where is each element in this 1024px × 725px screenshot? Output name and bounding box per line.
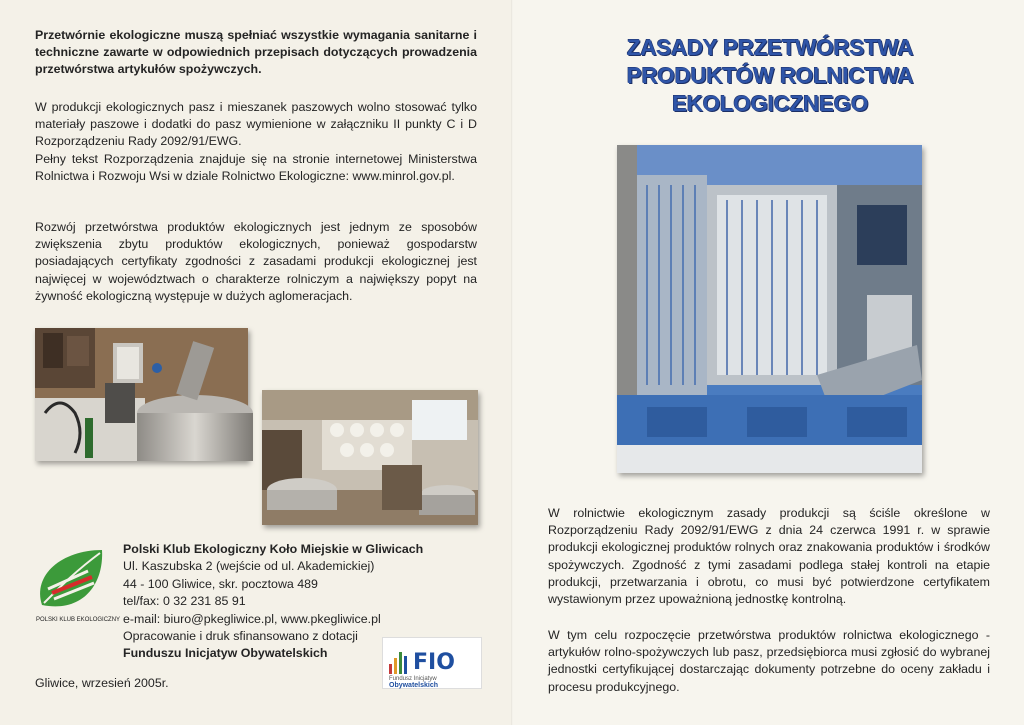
funding-line-1: Opracowanie i druk sfinansowano z dotacji bbox=[123, 629, 358, 644]
feed-paragraph-line-2: Pełny tekst Rozporządzenia znajduje się na stronie internetowej Ministerstwa Rolnictwa i Rozwoju Wsi w dziale Rolnictwo Ekologiczne: www.minrol.gov.pl. bbox=[35, 151, 477, 183]
photo-processing-machine bbox=[617, 145, 922, 473]
date-line: Gliwice, wrzesień 2005r. bbox=[35, 676, 169, 690]
fio-logo-sub-2: Obywatelskich bbox=[389, 682, 439, 689]
org-phone: tel/fax: 0 32 231 85 91 bbox=[123, 594, 246, 609]
fio-logo-text: FIO bbox=[413, 650, 455, 675]
fio-logo-sub-1: Fundusz Inicjatyw bbox=[389, 676, 437, 682]
org-email: e-mail: biuro@pkegliwice.pl, www.pkegliwice.pl bbox=[123, 611, 381, 626]
feed-paragraph-line-1: W produkcji ekologicznych pasz i mieszanek paszowych wolno stosować tylko materiały paszowe i dodatki do pasz wymienione w załączniku II punkty C i D Rozporządzeniu Rady 2092/91/EWG. bbox=[35, 100, 477, 149]
pke-logo bbox=[32, 545, 121, 623]
photo-dairy-room bbox=[262, 390, 478, 525]
purpose-paragraph: W tym celu rozpoczęcie przetwórstwa produktów rolnictwa ekologicznego - artykułów rolno-spożywczych lub pasz, przedsiębiorca musi zgłosić do wybranej jednostki certyfikującej dostarczając dokumenty potrzebne do oceny zakładu i procesu produkcyjnego. bbox=[548, 628, 990, 694]
title-line-2: PRODUKTÓW ROLNICTWA bbox=[626, 63, 914, 88]
feed-paragraph bbox=[35, 99, 477, 185]
pke-logo-text: POLSKI KLUB EKOLOGICZNY bbox=[36, 617, 121, 623]
photo-steel-tank bbox=[35, 328, 248, 461]
org-name: Polski Klub Ekologiczny Koło Miejskie w Gliwicach bbox=[123, 542, 424, 556]
page-fold bbox=[511, 0, 513, 725]
org-street: Ul. Kaszubska 2 (wejście od ul. Akademickiej) bbox=[123, 559, 375, 574]
title-line-1: ZASADY PRZETWÓRSTWA bbox=[626, 35, 914, 60]
intro-paragraph: Przetwórnie ekologiczne muszą spełniać wszystkie wymagania sanitarne i techniczne zawarte w odpowiednich przepisach dotyczących prowadzenia przetwórstwa artykułów spożywczych. bbox=[35, 28, 477, 77]
page-title bbox=[560, 34, 980, 118]
growth-paragraph: Rozwój przetwórstwa produktów ekologicznych jest jednym ze sposobów zwiększenia zbytu produktów ekologicznych, ponieważ gospodarstw posiadających certyfikaty zgodności z zasadami produkcji ekologicznej jest najwięcej w województwach o charakterze rolniczym a największy popyt na żywność ekologiczną występuje w dużych aglomeracjach. bbox=[35, 220, 477, 303]
title-line-3: EKOLOGICZNEGO bbox=[671, 91, 869, 116]
fio-logo bbox=[382, 637, 482, 689]
org-postal: 44 - 100 Gliwice, skr. pocztowa 489 bbox=[123, 576, 318, 591]
rules-paragraph: W rolnictwie ekologicznym zasady produkcji są ściśle określone w Rozporządzeniu Rady 2092/91/EWG z dnia 24 czerwca 1991 r. w sprawie produkcji ekologicznej produktów rolnych oraz znakowania produktów i środków spożywczych. Zgodność z tymi zasadami podlega stałej kontroli na etapie produkcji, przetwarzania i obrotu, co musi być potwierdzone certyfikatem wystawionym przez upoważnioną jednostkę kontrolną. bbox=[548, 506, 990, 607]
funding-line-2: Funduszu Inicjatyw Obywatelskich bbox=[123, 646, 328, 661]
